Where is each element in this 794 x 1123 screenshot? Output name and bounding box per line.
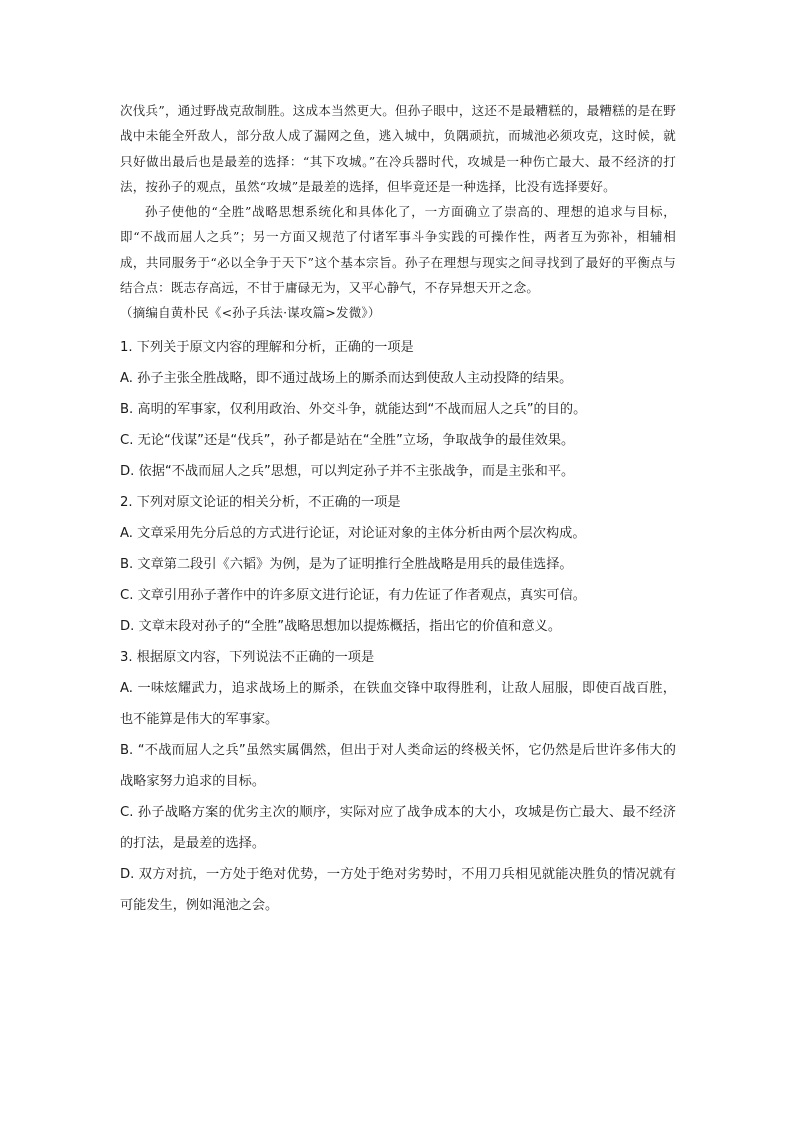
passage-paragraph-2: 孙子使他的“全胜”战略思想系统化和具体化了，一方面确立了崇高的、理想的追求与目标，即“不战而屈人之兵”；另一方面又规范了付诸军事斗争实践的可操作性，两者互为弥补，相辅相成，共同服务于“必以全争于天下”这个基本宗旨。孙子在理想与现实之间寻找到了最好的平衡点与结合点：既志存高远，不甘于庸碌无为，又平心静气，不存异想天开之念。	[120, 204, 676, 296]
question-1-option-a: A. 孙子主张全胜战略，即不通过战场上的厮杀而达到使敌人主动投降的结果。	[120, 370, 573, 386]
document-page	[120, 98, 676, 921]
question-1-option-b: B. 高明的军事家，仅利用政治、外交斗争，就能达到“不战而屈人之兵”的目的。	[120, 401, 587, 417]
question-2-option-c: C. 文章引用孙子著作中的许多原文进行论证，有力佐证了作者观点，真实可信。	[120, 587, 586, 603]
passage-paragraph-1: 次伐兵”，通过野战克敌制胜。这成本当然更大。但孙子眼中，这还不是最糟糕的，最糟糕的是在野战中未能全歼敌人，部分敌人成了漏网之鱼，逃入城中，负隅顽抗，而城池必须攻克，这时候，就只好做出最后也是最差的选择：“其下攻城。”在冷兵器时代，攻城是一种伤亡最大、最不经济的打法，按孙子的观点，虽然“攻城”是最差的选择，但毕竟还是一种选择，比没有选择要好。	[120, 103, 676, 194]
question-3-option-d: D. 双方对抗，一方处于绝对优势，一方处于绝对劣势时，不用刀兵相见就能决胜负的情况就有可能发生，例如渑池之会。	[120, 866, 676, 913]
question-1-option-c: C. 无论“伐谋”还是“伐兵”，孙子都是站在“全胜”立场，争取战争的最佳效果。	[120, 432, 575, 448]
question-2	[120, 487, 676, 642]
questions-section	[120, 332, 676, 921]
question-1	[120, 332, 676, 487]
question-1-option-d: D. 依据“不战而屈人之兵”思想，可以判定孙子并不主张战争，而是主张和平。	[120, 463, 575, 479]
question-3	[120, 642, 676, 921]
question-1-stem: 1. 下列关于原文内容的理解和分析，正确的一项是	[120, 339, 414, 355]
question-2-option-b: B. 文章第二段引《六韬》为例，是为了证明推行全胜战略是用兵的最佳选择。	[120, 556, 573, 572]
question-2-stem: 2. 下列对原文论证的相关分析，不正确的一项是	[120, 494, 401, 510]
question-3-option-c: C. 孙子战略方案的优劣主次的顺序，实际对应了战争成本的大小，攻城是伤亡最大、最不经济的打法，是最差的选择。	[120, 804, 676, 851]
question-3-stem: 3. 根据原文内容，下列说法不正确的一项是	[120, 649, 375, 665]
question-3-option-b: B. “不战而屈人之兵”虽然实属偶然，但出于对人类命运的终极关怀，它仍然是后世许多伟大的战略家努力追求的目标。	[120, 742, 676, 789]
question-3-option-a: A. 一味炫耀武力，追求战场上的厮杀，在铁血交锋中取得胜利，让敌人屈服，即使百战百胜，也不能算是伟大的军事家。	[120, 680, 676, 727]
question-2-option-a: A. 文章采用先分后总的方式进行论证，对论证对象的主体分析由两个层次构成。	[120, 525, 586, 541]
passage-source: （摘编自黄朴民《<孙子兵法·谋攻篇>发微》）	[120, 305, 381, 321]
question-2-option-d: D. 文章末段对孙子的“全胜”战略思想加以提炼概括，指出它的价值和意义。	[120, 618, 562, 634]
reading-passage	[120, 98, 676, 326]
